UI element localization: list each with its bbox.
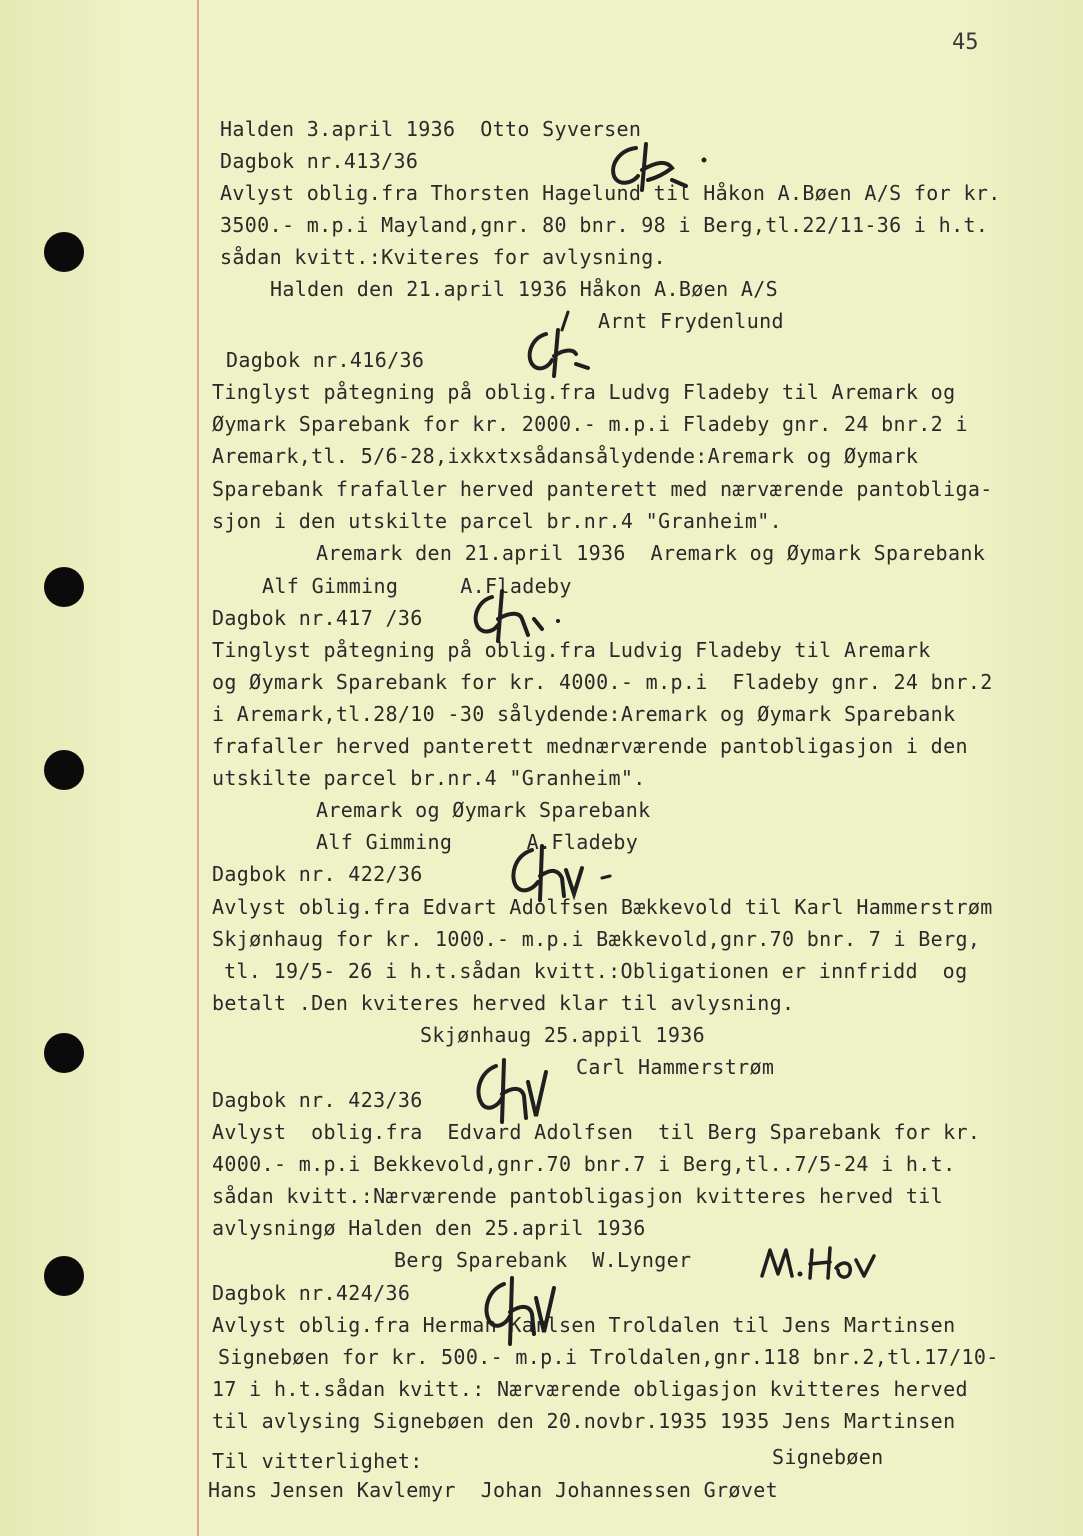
text-line: Til vitterlighet: [212, 1449, 423, 1473]
text-line: Arnt Frydenlund [598, 309, 784, 333]
text-line: Alf Gimming A.Fladeby [316, 830, 639, 854]
text-line: Dagbok nr. 422/36 [212, 862, 423, 886]
page-number: 45 [952, 30, 979, 55]
handwritten-initials [498, 838, 618, 908]
text-line: Halden den 21.april 1936 Håkon A.Bøen A/S [270, 277, 779, 301]
text-line: utskilte parcel br.nr.4 "Granheim". [212, 766, 646, 790]
handwritten-initials [462, 585, 572, 651]
handwritten-initials [462, 1052, 562, 1132]
text-line: Signebøen [772, 1445, 884, 1469]
handwritten-signature [756, 1240, 886, 1288]
text-line: Skjønhaug for kr. 1000.- m.p.i Bækkevold,gnr.70 bnr. 7 i Berg, [212, 927, 981, 951]
text-line: Øymark Sparebank for kr. 2000.- m.p.i Fladeby gnr. 24 bnr.2 i [212, 412, 968, 436]
text-line: 4000.- m.p.i Bekkevold,gnr.70 bnr.7 i Berg,tl..7/5-24 i h.t. [212, 1152, 956, 1176]
text-line: Alf Gimming A.Fladeby [262, 574, 572, 598]
text-line: Dagbok nr. 423/36 [212, 1088, 423, 1112]
handwritten-initials [602, 140, 712, 196]
text-line: Avlyst oblig.fra Edvard Adolfsen til Berg Sparebank for kr. [212, 1120, 981, 1144]
text-line: Avlyst oblig.fra Edvart Adolfsen Bækkevold til Karl Hammerstrøm [212, 895, 993, 919]
text-line: 17 i h.t.sådan kvitt.: Nærværende obligasjon kvitteres herved [212, 1377, 968, 1401]
text-line: Skjønhaug 25.appil 1936 [420, 1023, 705, 1047]
text-line: Tinglyst påtegning på oblig.fra Ludvig Fladeby til Aremark [212, 638, 931, 662]
punch-hole [44, 232, 84, 272]
text-line: betalt .Den kviteres herved klar til avlysning. [212, 991, 795, 1015]
text-line: Halden 3.april 1936 Otto Syversen [220, 117, 642, 141]
handwritten-initials [470, 1272, 570, 1352]
text-line: til avlysing Signebøen den 20.novbr.1935 1935 Jens Martinsen [212, 1409, 956, 1433]
text-line: og Øymark Sparebank for kr. 4000.- m.p.i Fladeby gnr. 24 bnr.2 [212, 670, 993, 694]
text-line: Aremark,tl. 5/6-28,ixkxtxsådansålydende:Aremark og Øymark [212, 444, 919, 468]
text-line: Berg Sparebank W.Lynger [394, 1248, 692, 1272]
text-line: frafaller herved panterett mednærværende pantobligasjon i den [212, 734, 968, 758]
text-line: Dagbok nr.416/36 [226, 348, 425, 372]
handwritten-initials [516, 310, 606, 380]
text-line: i Aremark,tl.28/10 -30 sålydende:Aremark og Øymark Sparebank [212, 702, 956, 726]
text-line: Carl Hammerstrøm [576, 1055, 775, 1079]
text-line: Sparebank frafaller herved panterett med nærværende pantobliga- [212, 477, 993, 501]
punch-hole [44, 567, 84, 607]
text-line: 3500.- m.p.i Mayland,gnr. 80 bnr. 98 i Berg,tl.22/11-36 i h.t. [220, 213, 989, 237]
text-line: Dagbok nr.413/36 [220, 149, 419, 173]
text-line: Avlyst oblig.fra Herman Karlsen Troldalen til Jens Martinsen [212, 1313, 956, 1337]
text-line: Dagbok nr.424/36 [212, 1281, 411, 1305]
text-line: sjon i den utskilte parcel br.nr.4 "Granheim". [212, 509, 782, 533]
text-line: Aremark den 21.april 1936 Aremark og Øymark Sparebank [316, 541, 986, 565]
text-line: Hans Jensen Kavlemyr Johan Johannessen Grøvet [208, 1478, 778, 1502]
punch-hole [44, 1033, 84, 1073]
text-line: avlysningø Halden den 25.april 1936 [212, 1216, 646, 1240]
margin-line [197, 0, 199, 1536]
text-line: Dagbok nr.417 /36 [212, 606, 423, 630]
text-line: Tinglyst påtegning på oblig.fra Ludvg Fladeby til Aremark og [212, 380, 956, 404]
punch-hole [44, 1256, 84, 1296]
punch-hole [44, 750, 84, 790]
text-line: Aremark og Øymark Sparebank [316, 798, 651, 822]
text-line: sådan kvitt.:Nærværende pantobligasjon kvitteres herved til [212, 1184, 944, 1208]
text-line: Signebøen for kr. 500.- m.p.i Troldalen,gnr.118 bnr.2,tl.17/10- [218, 1345, 999, 1369]
text-line: Avlyst oblig.fra Thorsten Hagelund til Håkon A.Bøen A/S for kr. [220, 181, 1001, 205]
text-line: tl. 19/5- 26 i h.t.sådan kvitt.:Obligationen er innfridd og [224, 959, 968, 983]
text-line: sådan kvitt.:Kviteres for avlysning. [220, 245, 667, 269]
